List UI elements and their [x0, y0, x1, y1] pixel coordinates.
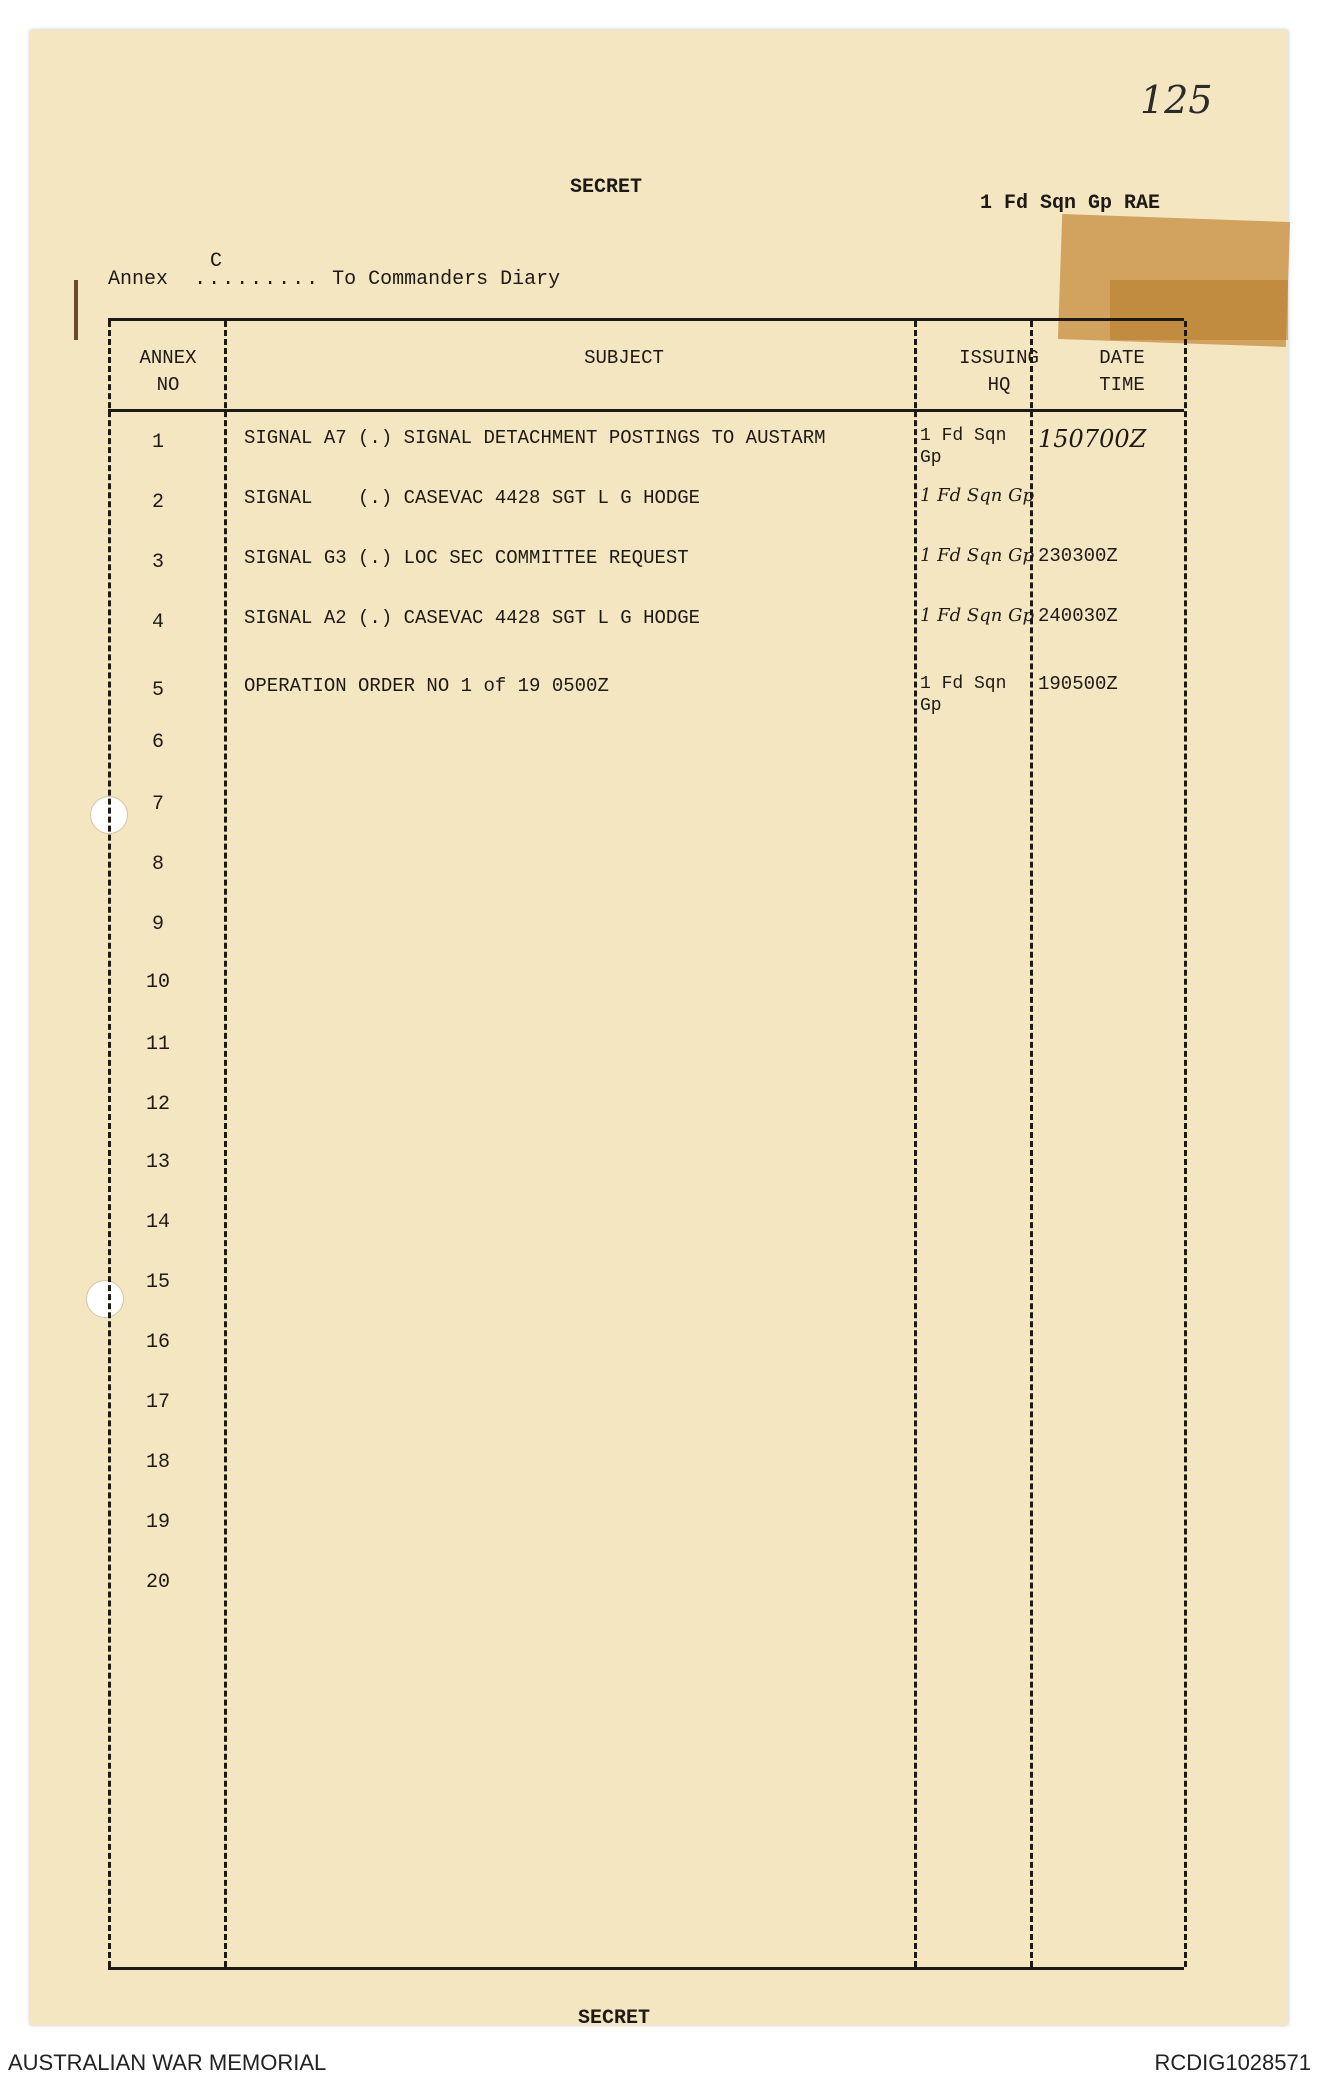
table-row [108, 601, 1184, 641]
annex-prefix: Annex [108, 268, 169, 291]
table-row [108, 541, 1184, 581]
annex-number: 7 [151, 793, 164, 816]
annex-number: 6 [151, 731, 164, 754]
table-row [108, 1141, 1184, 1181]
staple [74, 280, 78, 340]
annex-letter: C [210, 250, 223, 273]
table-row [108, 669, 1184, 716]
table-row [108, 1501, 1184, 1541]
row-issuing-hq: 1 Fd Sqn Gp [920, 605, 1034, 626]
annex-number: 11 [145, 1033, 170, 1056]
row-subject: OPERATION ORDER NO 1 of 19 0500Z [244, 675, 609, 697]
header-hq-line2: HQ [987, 374, 1011, 396]
table-row [108, 961, 1184, 1001]
table-row [108, 1561, 1184, 1601]
classification-top: SECRET [570, 176, 643, 199]
row-subject: SIGNAL G3 (.) LOC SEC COMMITTEE REQUEST [244, 547, 689, 569]
annex-number: 8 [151, 853, 164, 876]
row-subject: SIGNAL A7 (.) SIGNAL DETACHMENT POSTINGS TO AUSTARM [244, 427, 826, 449]
header-divider [108, 409, 1184, 412]
table-row [108, 1441, 1184, 1481]
annex-number: 2 [151, 491, 164, 514]
annex-number: 16 [145, 1331, 170, 1354]
header-hq-line1: ISSUING [959, 347, 1039, 369]
header-annex-no [108, 345, 228, 399]
annex-number: 19 [145, 1511, 170, 1534]
annex-line [108, 250, 561, 291]
table-row [108, 1261, 1184, 1301]
header-date-line2: TIME [1099, 374, 1145, 396]
row-date-time: 240030Z [1038, 605, 1118, 627]
annex-number: 15 [145, 1271, 170, 1294]
header-subject: SUBJECT [584, 347, 664, 369]
annex-number: 9 [151, 913, 164, 936]
unit-heading: 1 Fd Sqn Gp RAE [980, 192, 1161, 215]
header-annex-line2: NO [156, 374, 180, 396]
row-date-time: 190500Z [1038, 673, 1118, 695]
annex-number: 12 [145, 1093, 170, 1116]
table-row [108, 1083, 1184, 1123]
annex-number: 14 [145, 1211, 170, 1234]
row-subject: SIGNAL (.) CASEVAC 4428 SGT L G HODGE [244, 487, 701, 509]
row-date-time: 230300Z [1038, 545, 1118, 567]
table-border-right [1184, 321, 1187, 1967]
annex-table [108, 318, 1184, 1970]
table-row [108, 1023, 1184, 1063]
row-issuing-hq: 1 Fd Sqn Gp [920, 674, 1007, 716]
footer-reference: RCDIG1028571 [1154, 2050, 1311, 2075]
row-issuing-hq: 1 Fd Sqn Gp [920, 485, 1034, 506]
table-row [108, 481, 1184, 521]
table-row [108, 1381, 1184, 1421]
row-subject: SIGNAL A2 (.) CASEVAC 4428 SGT L G HODGE [244, 607, 701, 629]
annex-number: 18 [145, 1451, 170, 1474]
annex-number: 10 [145, 971, 170, 994]
row-date-time: 150700Z [1038, 425, 1147, 453]
row-issuing-hq: 1 Fd Sqn Gp [920, 545, 1034, 566]
annex-number: 20 [145, 1571, 170, 1594]
annex-number: 4 [151, 611, 164, 634]
table-row [108, 843, 1184, 883]
classification-bottom: SECRET [578, 2007, 651, 2030]
table-row [108, 903, 1184, 943]
table-row [108, 421, 1184, 468]
annex-number: 13 [145, 1151, 170, 1174]
folio-number: 125 [1140, 78, 1213, 122]
annex-suffix: To Commanders Diary [332, 268, 561, 291]
table-row [108, 1201, 1184, 1241]
annex-number: 1 [151, 431, 164, 454]
header-date-time [1034, 345, 1210, 399]
footer-archive: AUSTRALIAN WAR MEMORIAL [8, 2050, 327, 2075]
table-row [108, 721, 1184, 761]
header-date-line1: DATE [1099, 347, 1145, 369]
table-row [108, 783, 1184, 823]
row-issuing-hq: 1 Fd Sqn Gp [920, 426, 1007, 468]
header-annex-line1: ANNEX [139, 347, 197, 369]
annex-number: 17 [145, 1391, 170, 1414]
table-row [108, 1321, 1184, 1361]
annex-number: 3 [151, 551, 164, 574]
annex-dots: ......... [194, 268, 321, 291]
annex-number: 5 [151, 679, 164, 702]
